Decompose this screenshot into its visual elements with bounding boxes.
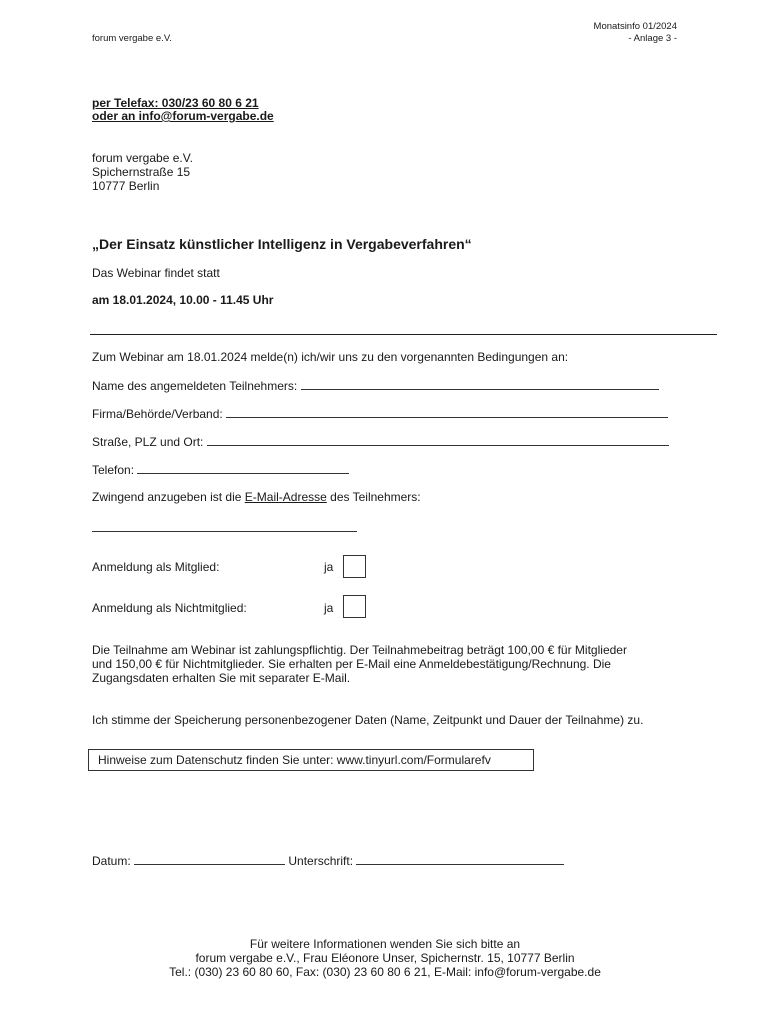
datum-label: Datum: [92, 854, 131, 868]
privacy-notice-box [88, 749, 534, 771]
telefon-label: Telefon: [92, 463, 135, 477]
privacy-notice-text: Hinweise zum Datenschutz finden Sie unter: www.tinyurl.com/Formularefv [98, 753, 491, 767]
firma-field[interactable] [226, 406, 668, 418]
mitglied-ja-label: ja [324, 560, 334, 574]
email-suffix: des Teilnehmers: [326, 490, 421, 504]
firma-row [92, 406, 668, 421]
address-line-1: forum vergabe e.V. [92, 151, 193, 165]
name-label: Name des angemeldeten Teilnehmers: [92, 379, 298, 393]
email-field[interactable] [92, 520, 357, 532]
unterschrift-field[interactable] [356, 853, 564, 865]
firma-label: Firma/Behörde/Verband: [92, 407, 223, 421]
mitglied-label: Anmeldung als Mitglied: [92, 560, 220, 574]
nichtmitglied-ja-label: ja [324, 601, 334, 615]
event-date: am 18.01.2024, 10.00 - 11.45 Uhr [92, 293, 274, 307]
nichtmitglied-checkbox[interactable] [343, 595, 366, 618]
email-prefix: Zwingend anzugeben ist die [92, 490, 245, 504]
email-row [92, 490, 421, 504]
form-intro: Zum Webinar am 18.01.2024 melde(n) ich/wir uns zu den vorgenannten Bedingungen an: [92, 350, 569, 364]
header-monatsinfo: Monatsinfo 01/2024 [593, 21, 677, 32]
consent-text: Ich stimme der Speicherung personenbezogener Daten (Name, Zeitpunkt und Dauer der Teilnahme) zu. [92, 713, 644, 727]
event-title: „Der Einsatz künstlicher Intelligenz in Vergabeverfahren“ [92, 236, 472, 252]
fax-line: per Telefax: 030/23 60 80 6 21 [92, 96, 259, 110]
nichtmitglied-label: Anmeldung als Nichtmitglied: [92, 601, 247, 615]
telefon-row [92, 462, 349, 477]
header-org: forum vergabe e.V. [92, 33, 172, 44]
mitglied-checkbox[interactable] [343, 555, 366, 578]
email-line[interactable]: oder an info@forum-vergabe.de [92, 109, 274, 123]
footer-line-3: Tel.: (030) 23 60 80 60, Fax: (030) 23 60 80 6 21, E-Mail: info@forum-vergabe.de [169, 965, 601, 979]
divider [90, 334, 717, 335]
strasse-row [92, 434, 669, 449]
address-line-3: 10777 Berlin [92, 179, 160, 193]
payment-line-2: und 150,00 € für Nichtmitglieder. Sie erhalten per E-Mail eine Anmeldebestätigung/Rechnung. Die [92, 657, 611, 671]
footer-line-1: Für weitere Informationen wenden Sie sich bitte an [249, 937, 521, 951]
address-line-2: Spichernstraße 15 [92, 165, 191, 179]
payment-line-1: Die Teilnahme am Webinar ist zahlungspflichtig. Der Teilnahmebeitrag beträgt 100,00 € für Mitglieder [92, 643, 627, 657]
footer-line-2: forum vergabe e.V., Frau Eléonore Unser, Spichernstr. 15, 10777 Berlin [195, 951, 575, 965]
email-field-row [92, 519, 357, 537]
email-address-label: E-Mail-Adresse [244, 490, 327, 504]
name-row [92, 378, 659, 393]
name-field[interactable] [301, 378, 659, 390]
telefon-field[interactable] [137, 462, 349, 474]
event-intro: Das Webinar findet statt [92, 266, 220, 280]
payment-line-3: Zugangsdaten erhalten Sie mit separater E-Mail. [92, 671, 351, 685]
datum-field[interactable] [134, 853, 285, 865]
strasse-field[interactable] [207, 434, 669, 446]
unterschrift-label: Unterschrift: [288, 854, 354, 868]
strasse-label: Straße, PLZ und Ort: [92, 435, 204, 449]
signature-row [92, 853, 564, 868]
header-anlage: - Anlage 3 - [628, 33, 677, 44]
